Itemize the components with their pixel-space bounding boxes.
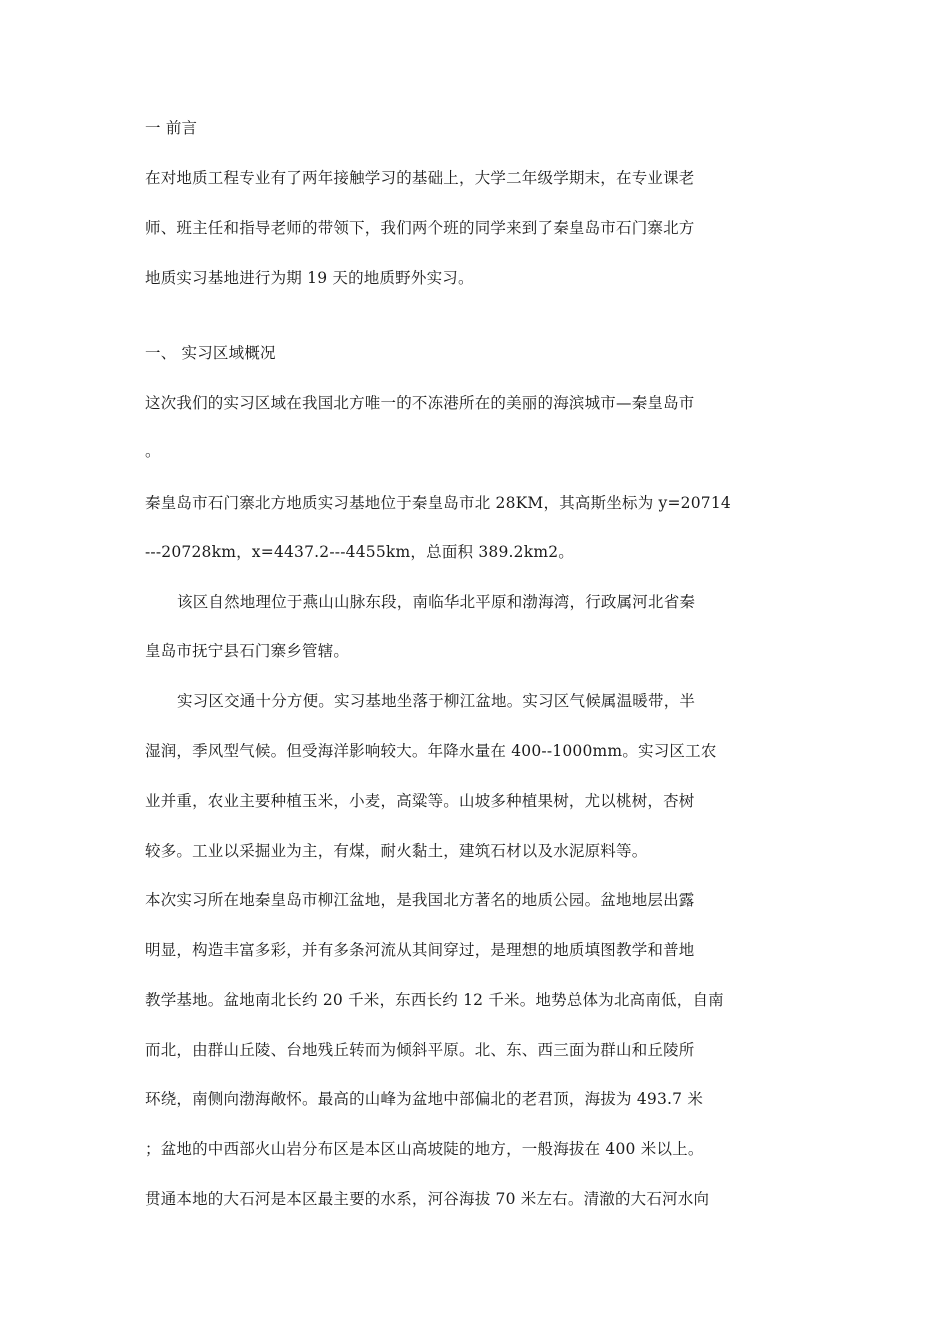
paragraph-line: 业并重，农业主要种植玉米，小麦，高粱等。山坡多种植果树，尤以桃树，杏树: [145, 792, 695, 810]
paragraph-line: 地质实习基地进行为期 19 天的地质野外实习。: [145, 269, 474, 287]
paragraph-line: 环绕，南侧向渤海敞怀。最高的山峰为盆地中部偏北的老君顶，海拔为 493.7 米: [145, 1090, 704, 1108]
paragraph-line: 。: [145, 442, 161, 460]
paragraph-line: 贯通本地的大石河是本区最主要的水系，河谷海拔 70 米左右。清澈的大石河水向: [145, 1190, 710, 1208]
paragraph-line: 本次实习所在地秦皇岛市柳江盆地，是我国北方著名的地质公园。盆地地层出露: [145, 891, 695, 909]
paragraph-line: 秦皇岛市石门寨北方地质实习基地位于秦皇岛市北 28KM，其高斯坐标为 y=20714: [145, 494, 731, 512]
preface-heading: 一 前言: [145, 119, 198, 137]
overview-heading: 一、 实习区域概况: [145, 344, 276, 362]
paragraph-line: 明显，构造丰富多彩，并有多条河流从其间穿过，是理想的地质填图教学和普地: [145, 941, 695, 959]
paragraph-line: 较多。工业以采掘业为主，有煤，耐火黏土，建筑石材以及水泥原料等。: [145, 842, 648, 860]
paragraph-line: 这次我们的实习区域在我国北方唯一的不冻港所在的美丽的海滨城市—秦皇岛市: [145, 394, 695, 412]
paragraph-line: ；盆地的中西部火山岩分布区是本区山高坡陡的地方，一般海拔在 400 米以上。: [145, 1140, 704, 1158]
paragraph-line: 教学基地。盆地南北长约 20 千米，东西长约 12 千米。地势总体为北高南低，自南: [145, 991, 724, 1009]
paragraph-line: 该区自然地理位于燕山山脉东段，南临华北平原和渤海湾，行政属河北省秦: [177, 593, 696, 611]
paragraph-line: 皇岛市抚宁县石门寨乡管辖。: [145, 642, 350, 660]
paragraph-line: 湿润，季风型气候。但受海洋影响较大。年降水量在 400--1000mm。实习区工农: [145, 742, 717, 760]
paragraph-line: 而北，由群山丘陵、台地残丘转而为倾斜平原。北、东、西三面为群山和丘陵所: [145, 1041, 695, 1059]
paragraph-line: 在对地质工程专业有了两年接触学习的基础上，大学二年级学期末，在专业课老: [145, 169, 695, 187]
paragraph-line: 实习区交通十分方便。实习基地坐落于柳江盆地。实习区气候属温暖带，半: [177, 692, 696, 710]
paragraph-line: 师、班主任和指导老师的带领下，我们两个班的同学来到了秦皇岛市石门寨北方: [145, 219, 695, 237]
paragraph-line: ---20728km，x=4437.2---4455km，总面积 389.2km2。: [145, 543, 574, 561]
